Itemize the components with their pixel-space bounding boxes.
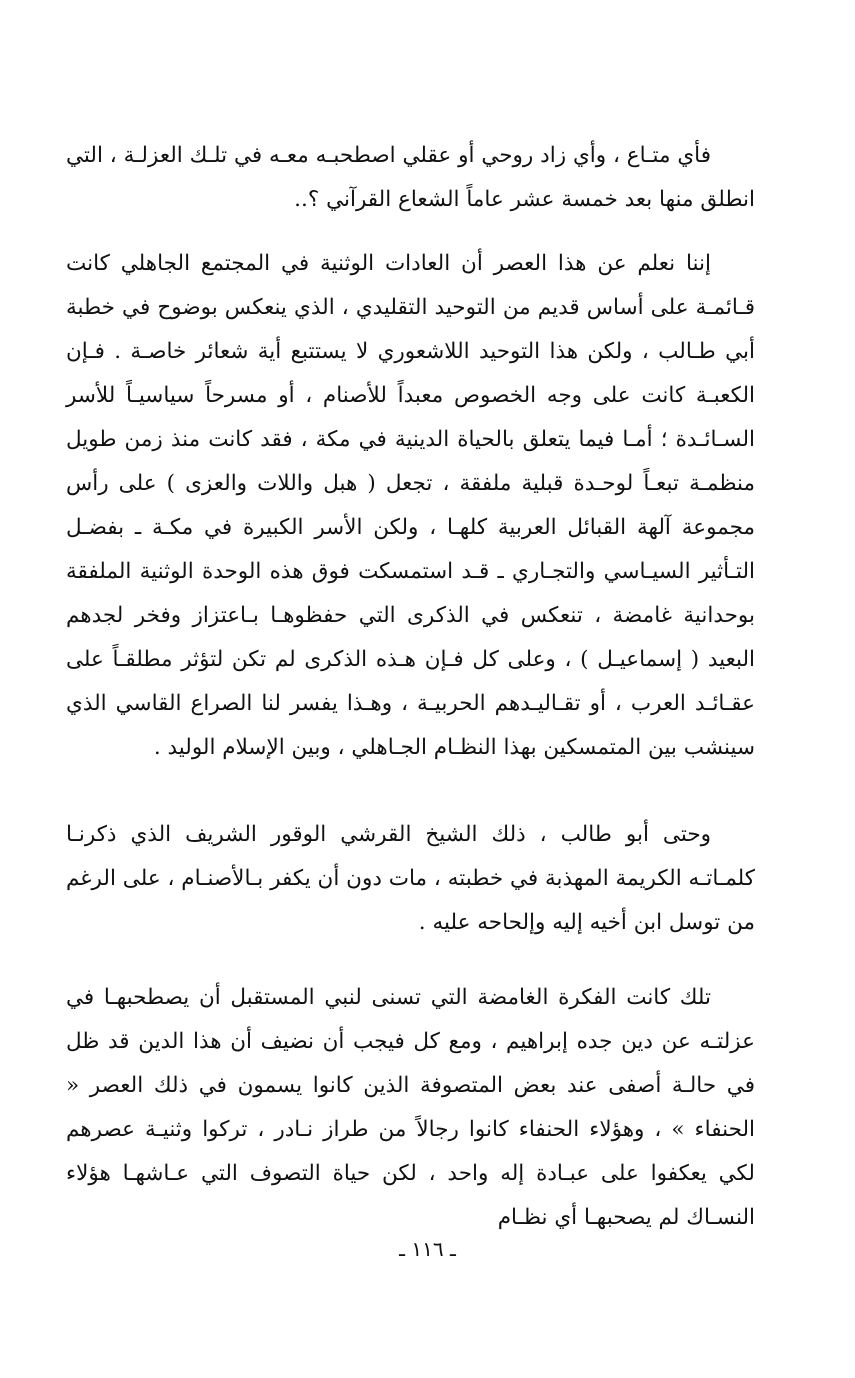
paragraph-2 <box>66 242 755 770</box>
paragraph-4 <box>66 976 755 1240</box>
paragraph-text: فأي متـاع ، وأي زاد روحي أو عقلي اصطحبـه معـه في تلـك العزلـة ، التي انطلق منها بعد خمسة عشر عاماً الشعاع القرآني ؟.. <box>66 143 755 212</box>
paragraph-text: تلك كانت الفكرة الغامضة التي تسنى لنبي المستقبل أن يصطحبهـا في عزلتـه عن دين جده إبراهيم ، ومع كل فيجب أن نضيف أن هذا الدين قد ظل في حالـة أصفى عند بعض المتصوفة الذين كانوا يسمون في ذلك العصر « الحنفاء » ، وهؤلاء الحنفاء كانوا رجالاً من طراز نـادر ، تركوا وثنيـة عصرهم لكي يعكفوا على عبـادة إله واحد ، لكن حياة التصوف التي عـاشهـا هؤلاء النسـاك لم يصحبهـا أي نظـام <box>66 985 755 1230</box>
paragraph-3 <box>66 813 755 945</box>
page-number: ـ ١١٦ ـ <box>399 1237 456 1261</box>
paragraph-1 <box>66 134 755 222</box>
paragraph-text: وحتى أبو طالب ، ذلك الشيخ القرشي الوقور الشريف الذي ذكرنـا كلمـاتـه الكريمة المهذبة في خطبته ، مات دون أن يكفر بـالأصنـام ، على الرغم من توسل ابن أخيه إليه وإلحاحه عليه . <box>66 822 755 935</box>
paragraph-text: إننا نعلم عن هذا العصر أن العادات الوثنية في المجتمع الجاهلي كانت قـائمـة على أساس قديم من التوحيد التقليدي ، الذي ينعكس بوضوح في خطبة أبي طـالب ، ولكن هذا التوحيد اللاشعوري لا يستتبع أية شعائر خاصـة . فـإن الكعبـة كانت على وجه الخصوص معبداً للأصنام ، أو مسرحاً سياسيـاً للأسر السـائـدة ؛ أمـا فيما يتعلق بالحياة الدينية في مكة ، فقد كانت منذ زمن طويل منظمـة تبعـاً لوحـدة قبلية ملفقة ، تجعل ( هبل واللات والعزى ) على رأس مجموعة آلهة القبائل العربية كلهـا ، ولكن الأسر الكبيرة في مكـة ـ بفضـل التـأثير السيـاسي والتجـاري ـ قـد استمسكت فوق هذه الوحدة الوثنية الملفقة بوحدانية غامضة ، تنعكس في الذكرى التي حفظوهـا بـاعتزاز وفخر لجدهم البعيد ( إسماعيـل ) ، وعلى كل فـإن هـذه الذكرى لم تكن لتؤثر مطلقـاً على عقـائـد العرب ، أو تقـاليـدهم الحربيـة ، وهـذا يفسر لنا الصراع القاسي الذي سينشب بين المتمسكين بهذا النظـام الجـاهلي ، وبين الإسلام الوليد . <box>66 251 755 760</box>
